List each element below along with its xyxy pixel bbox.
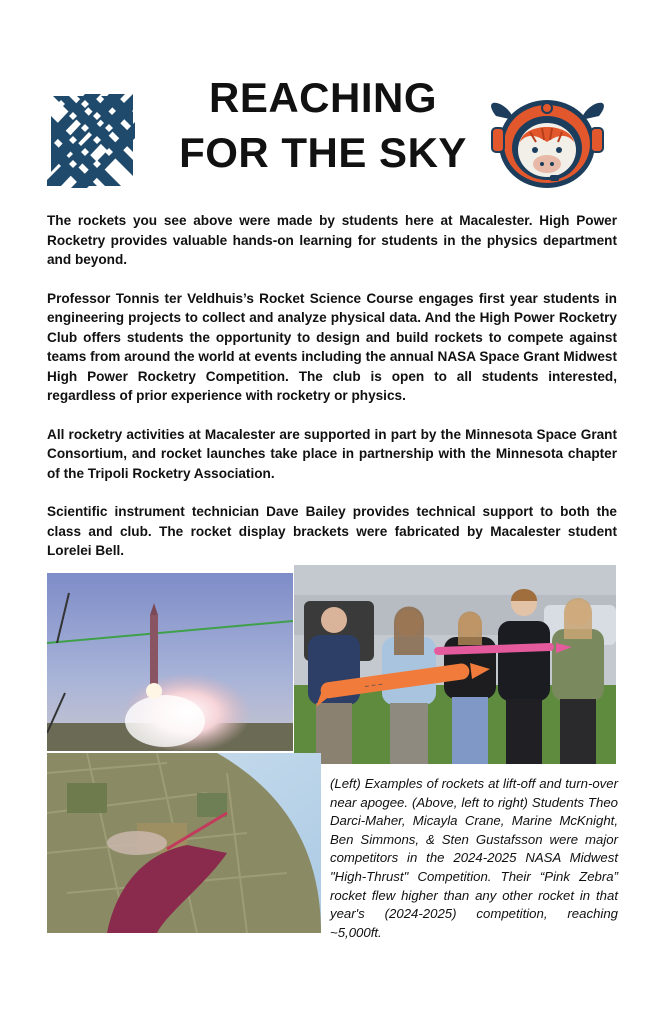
photo-caption: (Left) Examples of rockets at lift-off and turn-over near apogee. (Above, left to right) Students Theo Darci-Maher, Micayla Crane, Marine McKnight, Ben Simmons, & Sten Gustafsson were major competitors in the 2024-2025 NASA Midwest "High-Thrust" Competition. Their “Pink Zebra” rocket flew higher than any other rocket in that year's (2024-2025) competition, reaching ~5,000ft. bbox=[330, 776, 618, 940]
paragraph-course-club: Professor Tonnis ter Veldhuis’s Rocket Science Course engages first year students in engineering projects to collect and analyze physical data. And the High Power Rocketry Club offers students the opportunity to design and build rockets to compete against teams from around the world at events including the annual NASA Space Grant Midwest High Power Rocketry Competition. The club is open to all students interested, regardless of prior experience with rocketry or physics. bbox=[47, 290, 617, 403]
title-line-2: FOR THE SKY bbox=[179, 129, 467, 176]
body-text bbox=[47, 211, 617, 580]
page-title bbox=[140, 70, 506, 180]
paragraph-technician: Scientific instrument technician Dave Bailey provides technical support to both the class and club. The rocket display brackets were fabricated by Macalester student Lorelei Bell. bbox=[47, 504, 617, 558]
mascot-logo-icon bbox=[486, 98, 609, 193]
lattice-logo-icon bbox=[47, 92, 137, 190]
student-team-photo bbox=[294, 565, 616, 764]
svg-text:~ ~ ~: ~ ~ ~ bbox=[363, 679, 384, 692]
paragraph-support: All rocketry activities at Macalester are supported in part by the Minnesota Space Grant Consortium, and rocket launches take place in partnership with the Minnesota chapter of the Tripoli Rocketry Association. bbox=[47, 426, 617, 481]
title-line-1: REACHING bbox=[208, 74, 437, 121]
rocket-apogee-photo bbox=[47, 753, 321, 933]
paragraph-intro: The rockets you see above were made by students here at Macalester. High Power Rocketry provides valuable hands-on learning for students in the physics department and beyond. bbox=[47, 213, 617, 267]
rocket-liftoff-photo bbox=[47, 573, 293, 751]
